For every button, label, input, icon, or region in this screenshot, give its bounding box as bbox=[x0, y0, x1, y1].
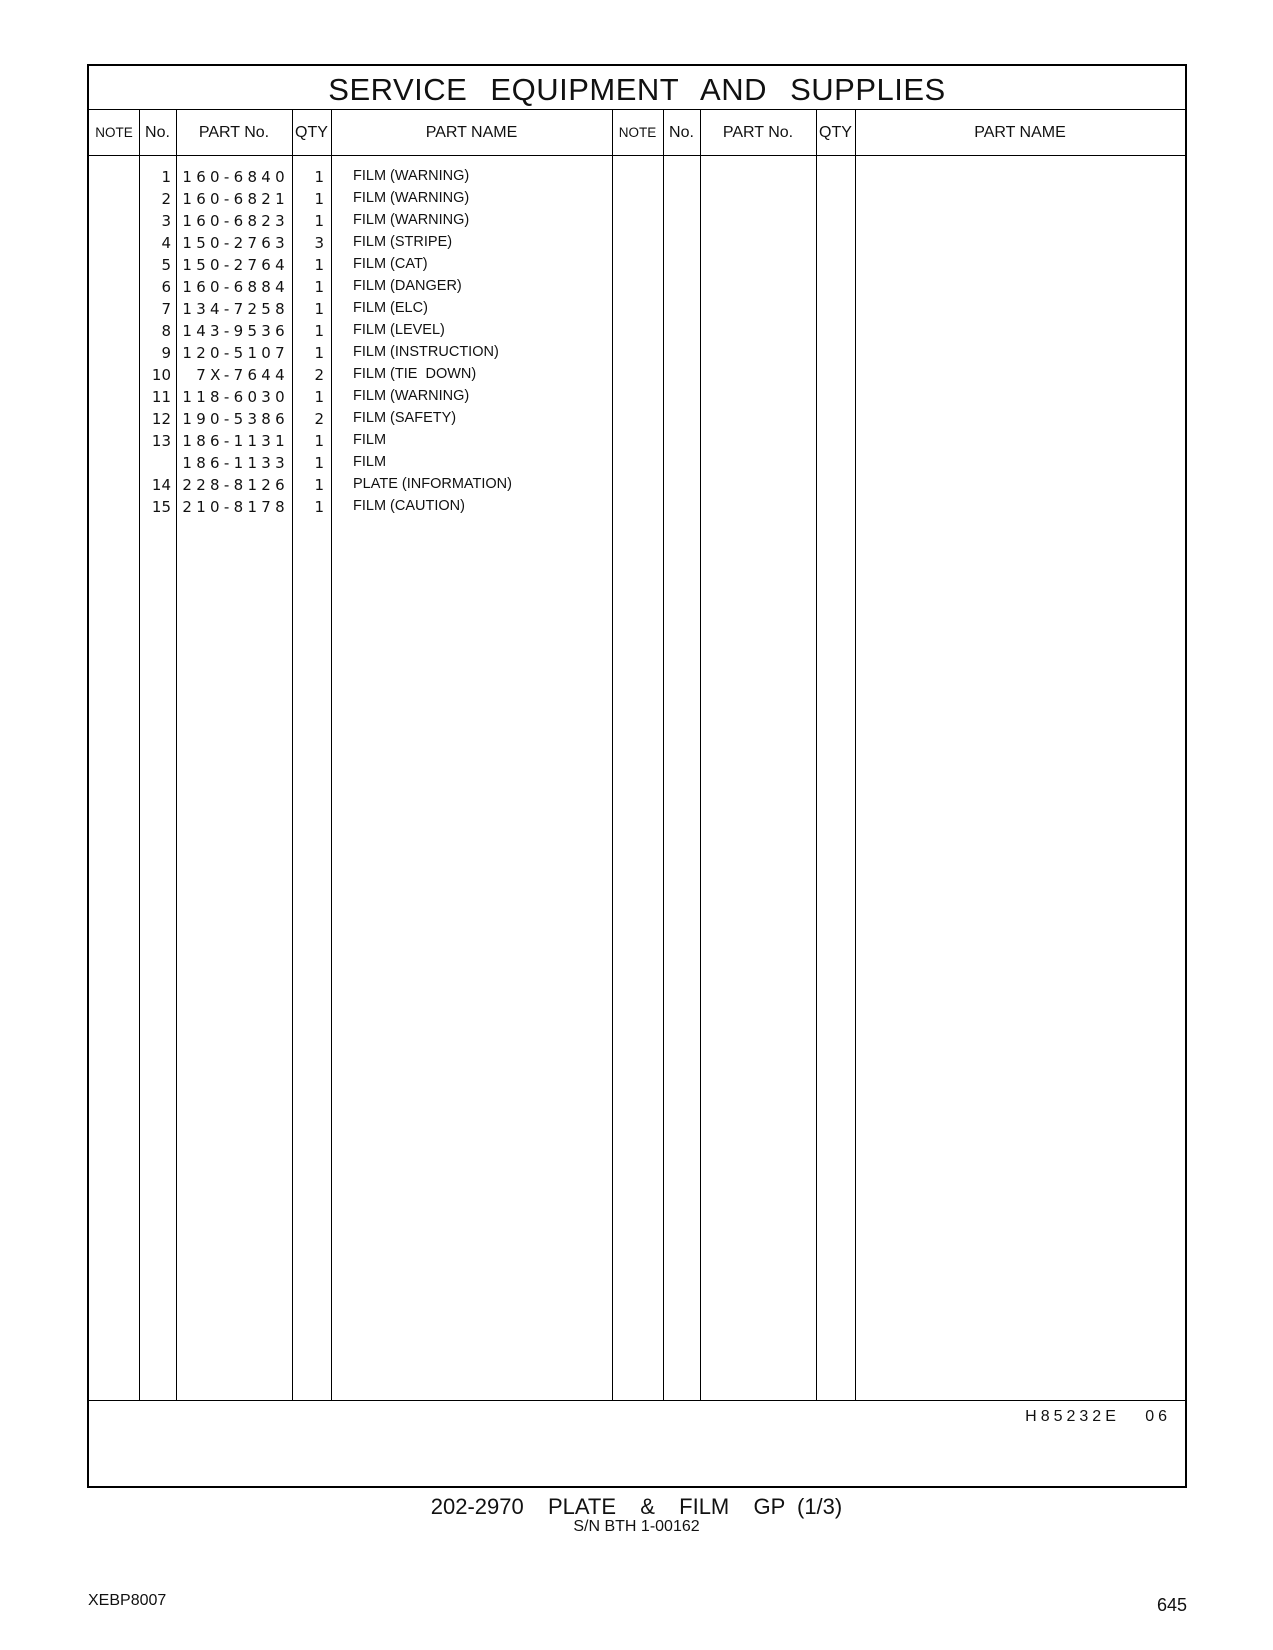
header-part-name: PART NAME bbox=[974, 124, 1066, 141]
reference-code: H85232E 06 bbox=[1025, 1408, 1171, 1425]
header-note: NOTE bbox=[95, 125, 133, 140]
title-divider bbox=[89, 109, 1185, 110]
part-name: FILM (CAT) bbox=[353, 256, 428, 272]
part-number: 143-9536 bbox=[182, 322, 289, 340]
part-name: FILM (WARNING) bbox=[353, 168, 470, 184]
part-name: FILM (STRIPE) bbox=[353, 234, 453, 250]
part-name: FILM (CAUTION) bbox=[353, 498, 465, 514]
header-divider bbox=[89, 155, 1185, 156]
table-row bbox=[89, 190, 689, 213]
table-row bbox=[89, 498, 689, 521]
header-no: No. bbox=[669, 124, 694, 141]
header-part-no: PART No. bbox=[198, 124, 270, 141]
part-name: FILM bbox=[353, 454, 387, 470]
col-divider bbox=[816, 110, 817, 1400]
part-number: 160-6821 bbox=[182, 190, 289, 208]
table-row bbox=[89, 366, 689, 389]
part-number: 134-7258 bbox=[182, 300, 289, 318]
part-number: 160-6823 bbox=[182, 212, 289, 230]
quantity: 1 bbox=[314, 454, 324, 472]
quantity: 1 bbox=[314, 212, 324, 230]
quantity: 1 bbox=[314, 278, 324, 296]
part-name: FILM bbox=[353, 432, 387, 448]
part-name: FILM (SAFETY) bbox=[353, 410, 457, 426]
item-number: 6 bbox=[161, 278, 171, 296]
quantity: 1 bbox=[314, 344, 324, 362]
header-qty: QTY bbox=[295, 124, 328, 141]
item-number: 15 bbox=[151, 498, 171, 516]
quantity: 2 bbox=[314, 410, 324, 428]
table-row bbox=[89, 410, 689, 433]
part-name: FILM (INSTRUCTION) bbox=[353, 344, 499, 360]
quantity: 1 bbox=[314, 168, 324, 186]
item-number: 10 bbox=[151, 366, 171, 384]
part-number: 160-6840 bbox=[182, 168, 289, 186]
quantity: 1 bbox=[314, 256, 324, 274]
part-name: FILM (LEVEL) bbox=[353, 322, 445, 338]
item-number: 2 bbox=[161, 190, 171, 208]
quantity: 3 bbox=[314, 234, 324, 252]
item-number: 12 bbox=[151, 410, 171, 428]
part-number: 210-8178 bbox=[182, 498, 289, 516]
item-number: 7 bbox=[161, 300, 171, 318]
part-name: FILM (DANGER) bbox=[353, 278, 462, 294]
item-number: 5 bbox=[161, 256, 171, 274]
quantity: 1 bbox=[314, 388, 324, 406]
document-code: XEBP8007 bbox=[88, 1592, 167, 1609]
quantity: 1 bbox=[314, 300, 324, 318]
col-divider bbox=[855, 110, 856, 1400]
quantity: 1 bbox=[314, 432, 324, 450]
item-number: 14 bbox=[151, 476, 171, 494]
page-number: 645 bbox=[1156, 1595, 1187, 1615]
col-divider bbox=[700, 110, 701, 1400]
table-row bbox=[89, 212, 689, 235]
table-row bbox=[89, 278, 689, 301]
serial-number: S/N BTH 1-00162 bbox=[573, 1518, 700, 1535]
item-number: 8 bbox=[161, 322, 171, 340]
table-row bbox=[89, 234, 689, 257]
header-part-no: PART No. bbox=[722, 124, 794, 141]
part-name: FILM (TIE DOWN) bbox=[353, 366, 477, 382]
part-name: PLATE (INFORMATION) bbox=[353, 476, 512, 492]
part-number: 118-6030 bbox=[182, 388, 289, 406]
header-part-name: PART NAME bbox=[425, 124, 518, 141]
item-number: 13 bbox=[151, 432, 171, 450]
item-number: 4 bbox=[161, 234, 171, 252]
table-row bbox=[89, 388, 689, 411]
part-number: 150-2764 bbox=[182, 256, 289, 274]
quantity: 1 bbox=[314, 190, 324, 208]
item-number: 9 bbox=[161, 344, 171, 362]
part-name: FILM (WARNING) bbox=[353, 212, 470, 228]
quantity: 1 bbox=[314, 498, 324, 516]
table-row bbox=[89, 256, 689, 279]
header-note: NOTE bbox=[618, 125, 657, 140]
quantity: 1 bbox=[314, 322, 324, 340]
quantity: 2 bbox=[314, 366, 324, 384]
part-number: 120-5107 bbox=[182, 344, 289, 362]
part-name: FILM (ELC) bbox=[353, 300, 428, 316]
part-number: 160-6884 bbox=[182, 278, 289, 296]
parts-table-frame bbox=[87, 64, 1187, 1488]
part-number: 7X-7644 bbox=[196, 366, 289, 384]
item-number: 1 bbox=[161, 168, 171, 186]
table-row bbox=[89, 300, 689, 323]
page-title: SERVICE EQUIPMENT AND SUPPLIES bbox=[328, 72, 946, 107]
part-number: 186-1131 bbox=[182, 432, 289, 450]
table-row bbox=[89, 168, 689, 191]
table-row bbox=[89, 432, 689, 455]
item-number: 11 bbox=[151, 388, 171, 406]
footer-divider bbox=[89, 1400, 1185, 1401]
part-name: FILM (WARNING) bbox=[353, 190, 470, 206]
part-name: FILM (WARNING) bbox=[353, 388, 470, 404]
quantity: 1 bbox=[314, 476, 324, 494]
item-number: 3 bbox=[161, 212, 171, 230]
part-number: 186-1133 bbox=[182, 454, 289, 472]
group-title: 202-2970 PLATE & FILM GP (1/3) bbox=[430, 1494, 843, 1519]
part-number: 190-5386 bbox=[182, 410, 289, 428]
header-no: No. bbox=[145, 124, 170, 141]
table-row bbox=[89, 454, 689, 477]
table-row bbox=[89, 476, 689, 499]
table-row bbox=[89, 344, 689, 367]
header-qty: QTY bbox=[819, 124, 852, 141]
part-number: 150-2763 bbox=[182, 234, 289, 252]
table-row bbox=[89, 322, 689, 345]
part-number: 228-8126 bbox=[182, 476, 289, 494]
